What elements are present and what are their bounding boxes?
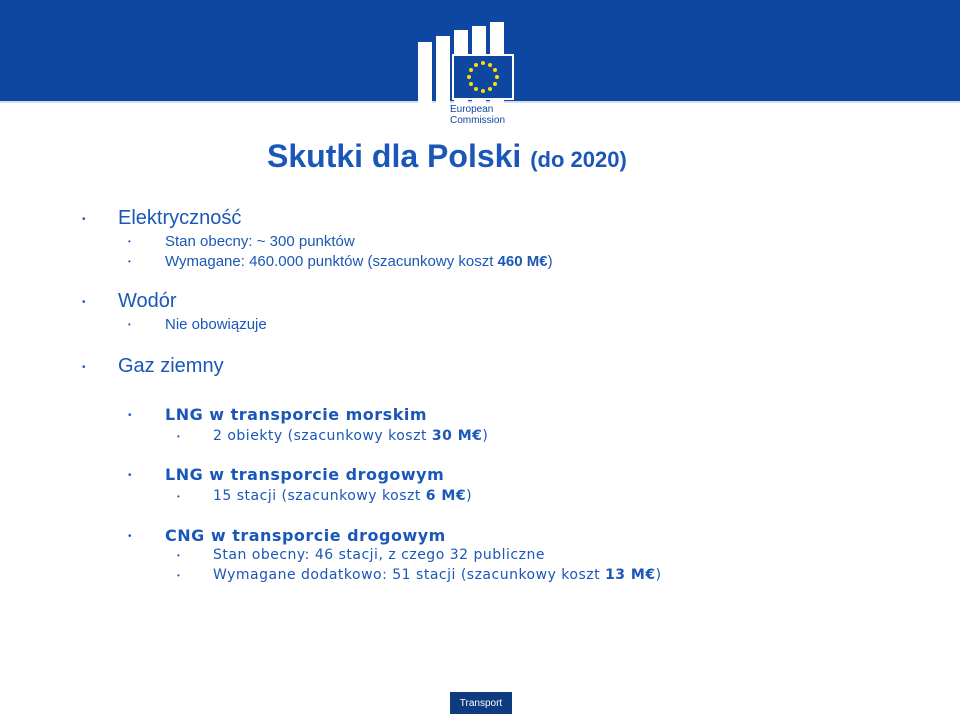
cost-value: 13 M€ [605, 567, 656, 583]
item-text-end: ) [547, 253, 553, 270]
section-heading-gaz: Gaz ziemny [118, 355, 224, 377]
item-text-end: ) [466, 488, 473, 504]
list-item: Stan obecny: 46 stacji, z czego 32 publiczne [213, 547, 545, 563]
title-subtitle: (do 2020) [530, 147, 627, 172]
logo-line-2: Commission [450, 115, 506, 126]
item-text: Wymagane: 460.000 punktów (szacunkowy koszt [165, 253, 498, 270]
section-heading-wodor: Wodór [118, 290, 177, 312]
bullet-icon: • [177, 432, 180, 441]
cost-value: 460 M€ [497, 253, 548, 270]
bullet-icon: • [177, 551, 180, 560]
subsection-heading-lng-drogowy: LNG w transporcie drogowym [165, 465, 445, 484]
cost-value: 30 M€ [431, 428, 483, 444]
list-item [213, 428, 488, 444]
bullet-icon: • [82, 297, 86, 308]
item-text-end: ) [655, 567, 662, 583]
logo-line-1: European [450, 104, 494, 115]
cost-value: 6 M€ [425, 488, 467, 504]
logo-text [450, 104, 505, 126]
item-text: 15 stacji (szacunkowy koszt [213, 488, 426, 504]
subsection-heading-lng-morski: LNG w transporcie morskim [165, 405, 427, 424]
bullet-icon: • [82, 214, 86, 225]
page-title [267, 138, 627, 175]
bullet-icon: • [82, 362, 86, 373]
bullet-icon: • [128, 320, 131, 329]
title-main: Skutki dla Polski [267, 138, 522, 174]
bullet-icon: • [128, 410, 132, 421]
list-item [213, 488, 472, 504]
bullet-icon: • [177, 571, 180, 580]
bullet-icon: • [128, 257, 131, 266]
item-text-end: ) [482, 428, 489, 444]
bullet-icon: • [128, 531, 132, 542]
list-item [165, 253, 553, 270]
section-heading-elektrycznosc: Elektryczność [118, 207, 242, 229]
footer-tab-transport: Transport [450, 692, 512, 714]
subsection-heading-cng-drogowy: CNG w transporcie drogowym [165, 526, 446, 545]
item-text: Wymagane dodatkowo: 51 stacji (szacunkowy koszt [213, 567, 606, 583]
list-item [213, 567, 662, 583]
list-item: Nie obowiązuje [165, 316, 267, 333]
item-text: 2 obiekty (szacunkowy koszt [213, 428, 432, 444]
bullet-icon: • [177, 492, 180, 501]
bullet-icon: • [128, 470, 132, 481]
bullet-icon: • [128, 237, 131, 246]
list-item: Stan obecny: ~ 300 punktów [165, 233, 355, 250]
